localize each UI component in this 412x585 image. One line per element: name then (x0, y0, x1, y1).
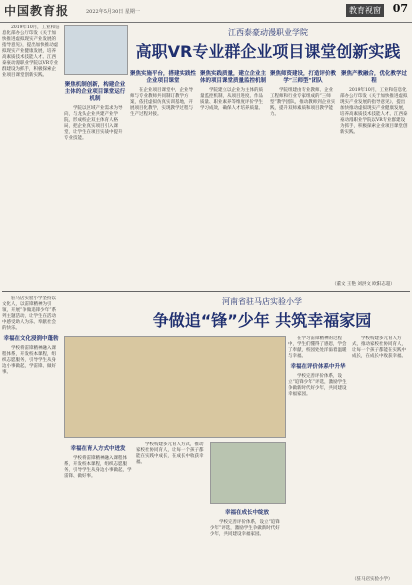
article1-title: 高职VR专业群企业项目课堂创新实践 (135, 42, 401, 61)
article1-column-3 (130, 67, 196, 287)
article1-title-block (128, 23, 408, 63)
issue-date: 2022年5月30日 星期一 (86, 9, 140, 15)
article1-column-5 (270, 67, 336, 287)
article1-subhead-3: 聚焦师资建设，打造评价教学“三师型”团队 (270, 71, 336, 84)
article2-col5b-text: 学校完善评价体系，设立“追锋少年”评选，激励学生争做新时代好少年，共同建设幸福家园。 (288, 374, 347, 397)
article1-col5-text: 学院组建由专业教师、企业工程师和行业专家组成的“三师型”教学团队，推动教师到企业实践，提升双师素质和项目教学能力。 (270, 88, 336, 117)
article2-title: 争做追“锋”少年 共筑幸福家园 (152, 311, 372, 330)
students-photo (64, 336, 286, 438)
article1-column-4 (200, 67, 266, 287)
article2-col6-text: 学校构建多元育人方式，推动家校社协同育人，让每一个孩子都能在实践中成长，在成长中收获幸福。 (352, 336, 406, 359)
article2-col1b-text: 学校将雷锋精神融入课程体系，开发校本课程，组织志愿服务，引导学生从身边小事做起，学雷锋、做好事。 (2, 346, 56, 375)
article2-column-4 (210, 506, 284, 582)
page-number: 07 (392, 2, 408, 15)
article2-col1-text: 驻马店实验小学坚持以文化人，以雷锋精神为引领，开展“争做追锋少年”系列主题活动，让学生在活动中感受助人为乐、奉献社会的快乐。 (2, 296, 57, 331)
article1-col6-text: 2019年10月，工业和信息化部办公厅印发《关于加快推进虚拟现实产业发展的指导意见》，提出加快推动虚拟现实产业健康发展，培养高素质技术技能人才。江西泰豪动漫职业学院以VR专业群建设为抓手，积极探索企业项目课堂创新实践。 (340, 88, 408, 135)
article2-col4-text: 学校完善评价体系，设立“追锋少年”评选，激励学生争做新时代好少年，共同建设幸福家园。 (210, 520, 280, 537)
article2-col3-text: 学校构建多元育人方式，推动家校社协同育人，让每一个孩子都能在实践中成长，在成长中收获幸福。 (136, 442, 204, 465)
article2-subhead-3: 幸福在成长中绽放 (224, 510, 269, 516)
article2-subhead-4: 幸福在评价体系中升华 (290, 364, 346, 370)
article1-col3-text: 在企业项目课堂中，企业导师与专业教师共同制订教学方案，依托虚拟仿真实训基地，开展项目化教学，实现教学过程与生产过程对接。 (130, 88, 193, 117)
article1-subhead-4: 聚焦实践质量，建立企业主体的项目课堂质量监控机制 (200, 71, 266, 84)
article2-subhead-1: 幸福在文化浸润中蓬勃 (3, 336, 59, 342)
article2-subhead-2: 幸福在育人方式中迸发 (70, 446, 126, 452)
masthead (0, 0, 412, 23)
article1-subhead-5: 聚焦产教融合，优化教学过程 (340, 71, 407, 84)
article1-col1-text: 2019年10月，工业和信息化部办公厅印发《关于加快推进虚拟现实产业发展的指导意见》，提出加快推动虚拟现实产业健康发展，培养高素质技术技能人才。江西泰豪动漫职业学院以VR专业群建设为抓手，积极探索企业项目课堂创新实践。 (2, 25, 60, 78)
article2-column-1 (2, 296, 60, 582)
article-zhumadian (2, 292, 410, 585)
newspaper-brand: 中国教育报 (4, 4, 70, 18)
article2-column-6 (352, 336, 408, 576)
article1-col2-text: 学院以区域产业需求为导向，与龙头企业共建产业学院，形成校企双主体育人格局，把企业真实项目引入课堂，让学生在项目实战中提升专业技能。 (64, 106, 123, 141)
article2-column-3 (136, 442, 206, 582)
article1-subhead-2: 聚焦实施平台，搭建实践性企业项目课堂 (130, 71, 196, 84)
article2-title-block (112, 292, 412, 332)
activity-photo (210, 442, 286, 504)
article2-column-2 (64, 442, 132, 582)
article-jiangxi (2, 23, 410, 291)
article1-author: （董文 王艳 刘洪文 欧阳志超） (332, 282, 395, 287)
article2-col2-text: 学校将雷锋精神融入课程体系，开发校本课程，组织志愿服务，引导学生从身边小事做起，学雷锋、做好事。 (64, 456, 132, 479)
article1-subhead-1: 聚焦机制创新，构建企业主体的企业项目课堂运行机制 (64, 82, 126, 102)
article2-col5-text: 在学习雷锋精神的过程中，学生们懂得了感恩，学会了奉献，校园处处洋溢着温暖与幸福。 (288, 336, 347, 359)
article1-col4-text: 学院建立以企业为主体的质量监控机制，从项目进度、作品质量、职业素养等维度评价学生学习成效，确保人才培养质量。 (200, 88, 263, 111)
section-name: 教育视窗 (346, 4, 384, 17)
article1-column-1 (2, 25, 60, 287)
campus-photo (64, 25, 128, 75)
article1-column-2 (64, 78, 126, 286)
article1-column-6 (340, 67, 408, 282)
article2-subtitle: 河南省驻马店实验小学 (222, 297, 302, 306)
article2-column-5 (288, 336, 348, 582)
article1-subtitle: 江西泰豪动漫职业学院 (228, 28, 308, 37)
article2-author: （驻马店实验小学） (352, 577, 393, 582)
